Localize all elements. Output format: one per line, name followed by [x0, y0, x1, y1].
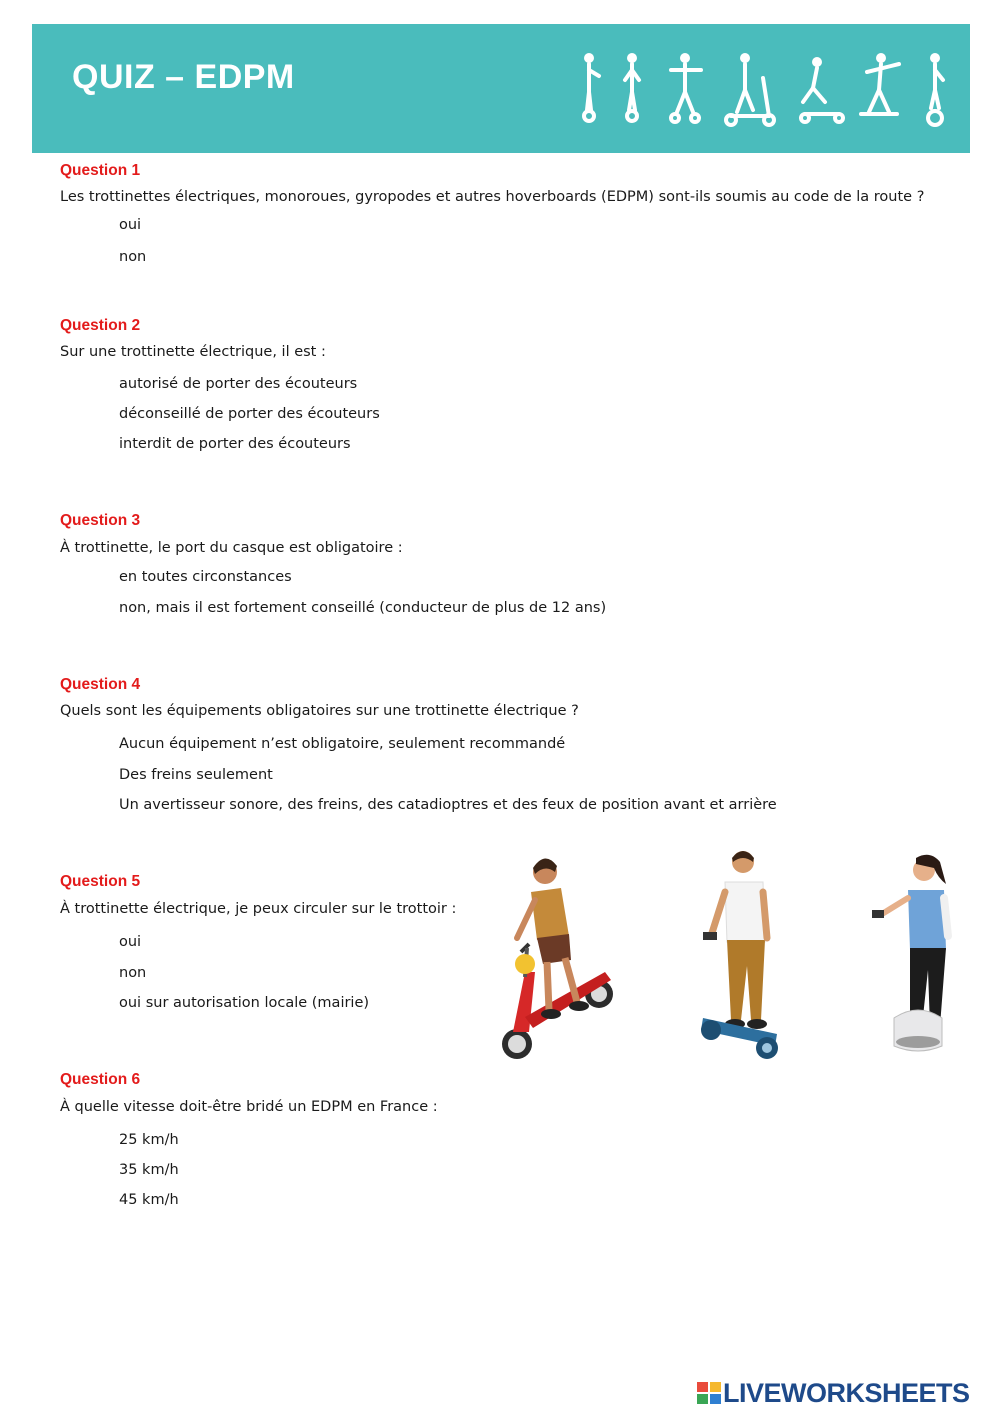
- question-2-text: Sur une trottinette électrique, il est :: [60, 344, 326, 360]
- page-title: QUIZ – EDPM: [72, 58, 295, 96]
- question-6-label: Question 6: [60, 1071, 141, 1088]
- header-banner: [32, 24, 970, 153]
- question-4-option-2[interactable]: Des freins seulement: [119, 767, 273, 783]
- question-4-label: Question 4: [60, 676, 141, 693]
- liveworksheets-logo[interactable]: [697, 1378, 995, 1408]
- question-3-option-1[interactable]: en toutes circonstances: [119, 569, 292, 585]
- hoverboard-rider-illustration: [695, 848, 785, 1068]
- liveworksheets-mark-icon: [697, 1382, 721, 1404]
- question-5-option-1[interactable]: oui: [119, 934, 142, 950]
- gyropode-rider-icon: [584, 53, 599, 121]
- question-1-option-2[interactable]: non: [119, 249, 147, 265]
- gyropode-rider-icon-2: [625, 53, 639, 121]
- question-2-option-2[interactable]: déconseillé de porter des écouteurs: [119, 406, 380, 422]
- question-1-label: Question 1: [60, 162, 141, 179]
- hoverboard-rider-icon: [671, 53, 701, 122]
- question-4-option-3[interactable]: Un avertisseur sonore, des freins, des catadioptres et des feux de position avant et arrière: [119, 797, 777, 813]
- liveworksheets-brand-text: LIVEWORKSHEETS: [723, 1378, 970, 1408]
- question-6-option-3[interactable]: 45 km/h: [119, 1192, 179, 1208]
- monowheel-rider-illustration: [868, 850, 958, 1060]
- question-3-label: Question 3: [60, 512, 141, 529]
- question-3-option-2[interactable]: non, mais il est fortement conseillé (conducteur de plus de 12 ans): [119, 600, 607, 616]
- question-2-option-1[interactable]: autorisé de porter des écouteurs: [119, 376, 358, 392]
- question-3-text: À trottinette, le port du casque est obligatoire :: [60, 540, 403, 556]
- question-6-option-1[interactable]: 25 km/h: [119, 1132, 179, 1148]
- question-1-option-1[interactable]: oui: [119, 217, 142, 233]
- skateboard-rider-icon: [861, 53, 899, 114]
- question-5-option-2[interactable]: non: [119, 965, 147, 981]
- question-4-text: Quels sont les équipements obligatoires sur une trottinette électrique ?: [60, 703, 579, 719]
- scooter-rider-illustration: [495, 852, 620, 1067]
- question-6-option-2[interactable]: 35 km/h: [119, 1162, 179, 1178]
- question-5-text: À trottinette électrique, je peux circuler sur le trottoir :: [60, 901, 457, 917]
- monowheel-rider-icon: [928, 53, 943, 125]
- question-4-option-1[interactable]: Aucun équipement n’est obligatoire, seulement recommandé: [119, 736, 566, 752]
- question-2-label: Question 2: [60, 317, 141, 334]
- kick-scooter-rider-icon: [801, 57, 843, 122]
- question-1-text: Les trottinettes électriques, monoroues, gyropodes et autres hoverboards (EDPM) sont-ils soumis au code de la route ?: [60, 189, 925, 205]
- scooter-rider-icon: [726, 53, 774, 125]
- question-5-option-3[interactable]: oui sur autorisation locale (mairie): [119, 995, 370, 1011]
- question-2-option-3[interactable]: interdit de porter des écouteurs: [119, 436, 351, 452]
- question-6-text: À quelle vitesse doit-être bridé un EDPM en France :: [60, 1099, 438, 1115]
- edpm-riders-icons: [577, 50, 957, 130]
- question-5-label: Question 5: [60, 873, 141, 890]
